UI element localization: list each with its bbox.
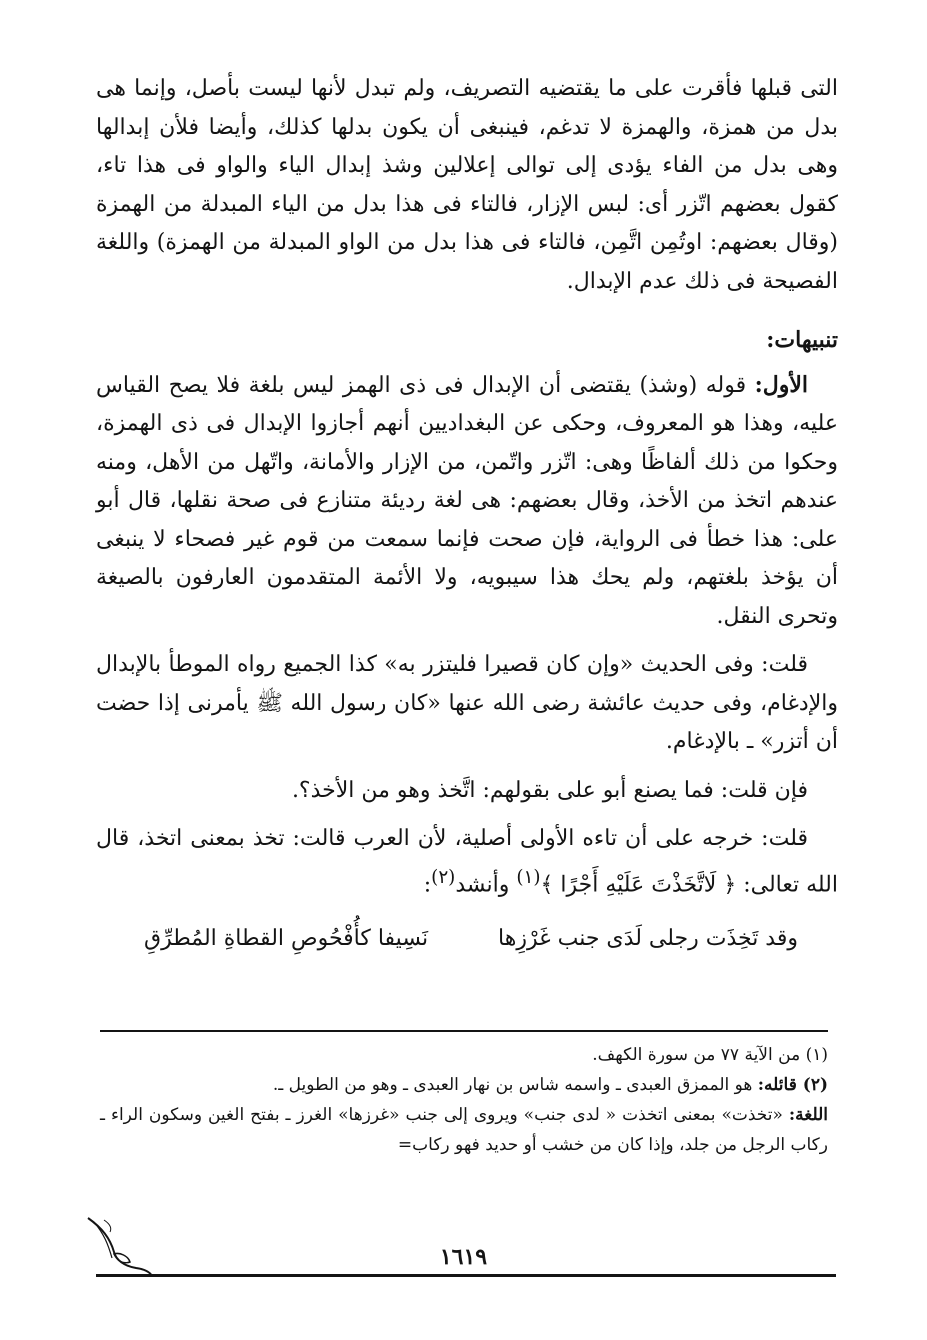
footnotes [100, 1040, 828, 1160]
footnote-ref-1: (١) [516, 866, 541, 888]
poetry-verse [144, 920, 798, 959]
footnote-ref-2: (٢) [431, 866, 456, 888]
footnote-3-lead: اللغة: [788, 1105, 828, 1125]
paragraph-5 [96, 820, 838, 904]
footnote-2 [100, 1070, 828, 1100]
page-number: ١٦١٩ [439, 1244, 488, 1270]
main-text [96, 70, 838, 959]
footnote-separator [100, 1030, 828, 1032]
footnote-3-text: «تخذت» بمعنى اتخذت « لدى جنب» ويروى إلى جنب «غرزها» الغرز ـ بفتح الغين وسكون الراء ـ ركاب الرجل من جلد، وإذا كان من خشب أو حديد فهو ركاب= [100, 1105, 828, 1155]
paragraph-2-lead: الأول: [754, 371, 808, 398]
footnote-3 [100, 1100, 828, 1160]
paragraph-5-text: قلت: خرجه على أن تاءه الأولى أصلية، لأن العرب قالت: تخذ بمعنى اتخذ، قال الله تعالى: ﴿ لَاتَّخَذْتَ عَلَيْهِ أَجْرًا ﴾ [96, 826, 838, 897]
paragraph-4: فإن قلت: فما يصنع أبو على بقولهم: اتَّخذ وهو من الأخذ؟. [291, 777, 808, 803]
paragraph-5-continuation: وأنشد [455, 871, 517, 897]
paragraph-2 [96, 366, 838, 637]
footnote-2-text: هو الممزق العبدى ـ واسمه شاس بن نهار العبدى ـ وهو من الطويل ـ. [272, 1075, 758, 1095]
paragraph-3: قلت: وفى الحديث «وإن كان قصيرا فليتزر به» كذا الجميع رواه الموطأ بالإبدال والإدغام، وفى حديث عائشة رضى الله عنها «كان رسول الله ﷺ يأمرنى إذا حضت أن أتزر» ـ بالإدغام. [96, 652, 838, 754]
footnote-1: (١) من الآية ٧٧ من سورة الكهف. [592, 1045, 828, 1065]
section-heading: تنبيهات: [766, 327, 838, 353]
paragraph-2-text: قوله (وشذ) يقتضى أن الإبدال فى ذى الهمز ليس بلغة فلا يصح القياس عليه، وهذا هو المعروف، وحكى عن البغداديين أنهم أجازوا الإبدال فى ذى الهمزة، وحكوا من ذلك ألفاظًا وهى: اتّزر واتّمن، من الإزار والأمانة، واتّهل من الأهل، ومنه عندهم اتخذ من الأخذ، وقال بعضهم: هى لغة رديئة متنازع فى صحة نقلها، قال أبو على: هذا خطأ فى الرواية، فإن صحت فإنما سمعت من قوم غير فصحاء لا ينبغى أن يؤخذ بلغتهم، ولم يحك هذا سيبويه، ولا الأئمة المتقدمون العارفون بالصيغة وتحرى النقل. [96, 372, 838, 629]
verse-first-hemistich: وقد تَخِذَت رجلى لَدَى جنب غَرْزِها [498, 926, 798, 952]
bottom-rule [96, 1274, 836, 1277]
paragraph-1: التى قبلها فأقرت على ما يقتضيه التصريف، ولم تبدل لأنها ليست بأصل، وإنما هى بدل من همزة، والهمزة لا تدغم، فينبغى أن يكون بدلها كذلك، وأيضا فلأن إبدالها وهى بدل من الفاء يؤدى إلى توالى إعلالين وشذ إبدال الياء والواو فى هذا تاء، كقول بعضهم اتّزر أى: لبس الإزار، فالتاء فى هذا بدل من الياء المبدلة من الهمزة (وقال بعضهم: اوتُمِن اتَّمِن، فالتاء فى هذا بدل من الواو المبدلة من الهمزة) واللغة الفصيحة فى ذلك عدم الإبدال. [96, 76, 838, 294]
paragraph-5-end: : [423, 871, 432, 897]
footnote-2-lead: (٢) قائله: [757, 1075, 828, 1095]
verse-second-hemistich: نَسِيفا كأُفْحُوصِ القطاةِ المُطرِّقِ [144, 926, 429, 952]
